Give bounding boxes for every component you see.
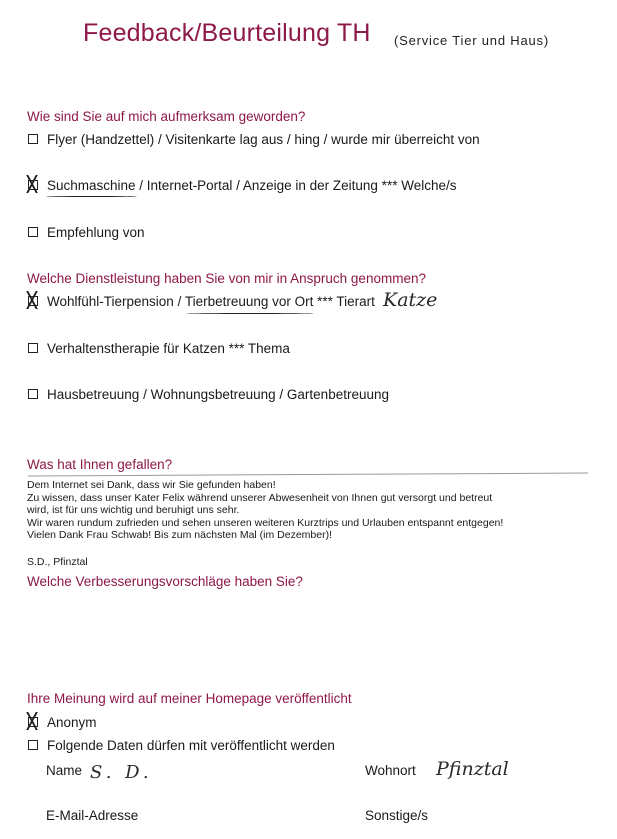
field-value-wohnort[interactable]: Pfinztal: [436, 758, 509, 780]
option-flyer[interactable]: [28, 132, 480, 147]
field-label-sonstige: Sonstige/s: [365, 808, 429, 823]
feedback-line: Dem Internet sei Dank, dass wir Sie gefunden haben!: [27, 479, 276, 491]
checkbox-hausbetreuung[interactable]: [28, 389, 38, 399]
field-value-name[interactable]: S. D.: [90, 762, 153, 783]
option-tierpension[interactable]: [28, 294, 375, 309]
option-label-suchmaschine: Suchmaschine / Internet-Portal / Anzeige in der Zeitung *** Welche/s: [47, 178, 457, 193]
field-label-name: Name: [46, 763, 83, 778]
option-label-anonym: Anonym: [47, 715, 97, 730]
option-label-daten: Folgende Daten dürfen mit veröffentlicht werden: [47, 738, 335, 753]
option-daten-veroeffentlichen[interactable]: [28, 738, 335, 753]
option-hausbetreuung[interactable]: [28, 387, 389, 402]
section-heading-service: Welche Dienstleistung haben Sie von mir in Anspruch genommen?: [27, 271, 426, 286]
checkbox-flyer[interactable]: [28, 134, 38, 144]
feedback-line: Vielen Dank Frau Schwab! Bis zum nächsten Mal (im Dezember)!: [27, 529, 333, 541]
field-label-wohnort: Wohnort: [365, 763, 416, 778]
option-suchmaschine[interactable]: [28, 178, 456, 193]
option-empfehlung[interactable]: [28, 225, 145, 240]
section-heading-homepage: Ihre Meinung wird auf meiner Homepage veröffentlicht: [27, 691, 352, 706]
option-label-verhaltenstherapie: Verhaltenstherapie für Katzen *** Thema: [47, 341, 290, 356]
handwritten-underline-tierbetreuung: [186, 313, 314, 314]
form-title: Feedback/Beurteilung TH: [83, 19, 371, 47]
option-label-empfehlung: Empfehlung von: [47, 225, 145, 240]
handwritten-tierart: Katze: [383, 289, 438, 311]
option-verhaltenstherapie[interactable]: [28, 341, 290, 356]
checkbox-verhaltenstherapie[interactable]: [28, 343, 38, 353]
feedback-signature: S.D., Pfinztal: [27, 556, 88, 568]
feedback-line: wird, ist für uns wichtig und beruhigt uns sehr.: [27, 504, 240, 516]
checkbox-suchmaschine[interactable]: [28, 180, 38, 190]
option-label-tierpension: Wohlfühl-Tierpension / Tierbetreuung vor Ort *** Tierart: [47, 294, 375, 309]
option-anonym[interactable]: [28, 715, 97, 730]
handwritten-underline-suchmaschine: [46, 196, 137, 197]
field-label-email: E-Mail-Adresse: [46, 808, 139, 823]
checkbox-anonym[interactable]: [28, 717, 38, 727]
checkbox-tierpension[interactable]: [28, 296, 38, 306]
feedback-line: Zu wissen, dass unser Kater Felix während unserer Abwesenheit von Ihnen gut versorgt und betreut: [27, 491, 493, 504]
feedback-text: [27, 479, 503, 542]
feedback-line: Wir waren rundum zufrieden und sehen unseren weiteren Kurztrips und Urlauben entspannt entgegen!: [27, 516, 504, 529]
form-subtitle: (Service Tier und Haus): [394, 33, 549, 48]
section-heading-source: Wie sind Sie auf mich aufmerksam geworden?: [27, 109, 306, 124]
section-heading-verbesserung: Welche Verbesserungsvorschläge haben Sie?: [27, 574, 303, 589]
checkbox-daten-veroeffentlichen[interactable]: [28, 740, 38, 750]
checkbox-empfehlung[interactable]: [28, 227, 38, 237]
section-heading-gefallen: Was hat Ihnen gefallen?: [27, 457, 173, 472]
scan-line-divider: [28, 473, 588, 477]
option-label-flyer: Flyer (Handzettel) / Visitenkarte lag aus / hing / wurde mir überreicht von: [47, 132, 480, 147]
option-label-hausbetreuung: Hausbetreuung / Wohnungsbetreuung / Gartenbetreuung: [47, 387, 389, 402]
